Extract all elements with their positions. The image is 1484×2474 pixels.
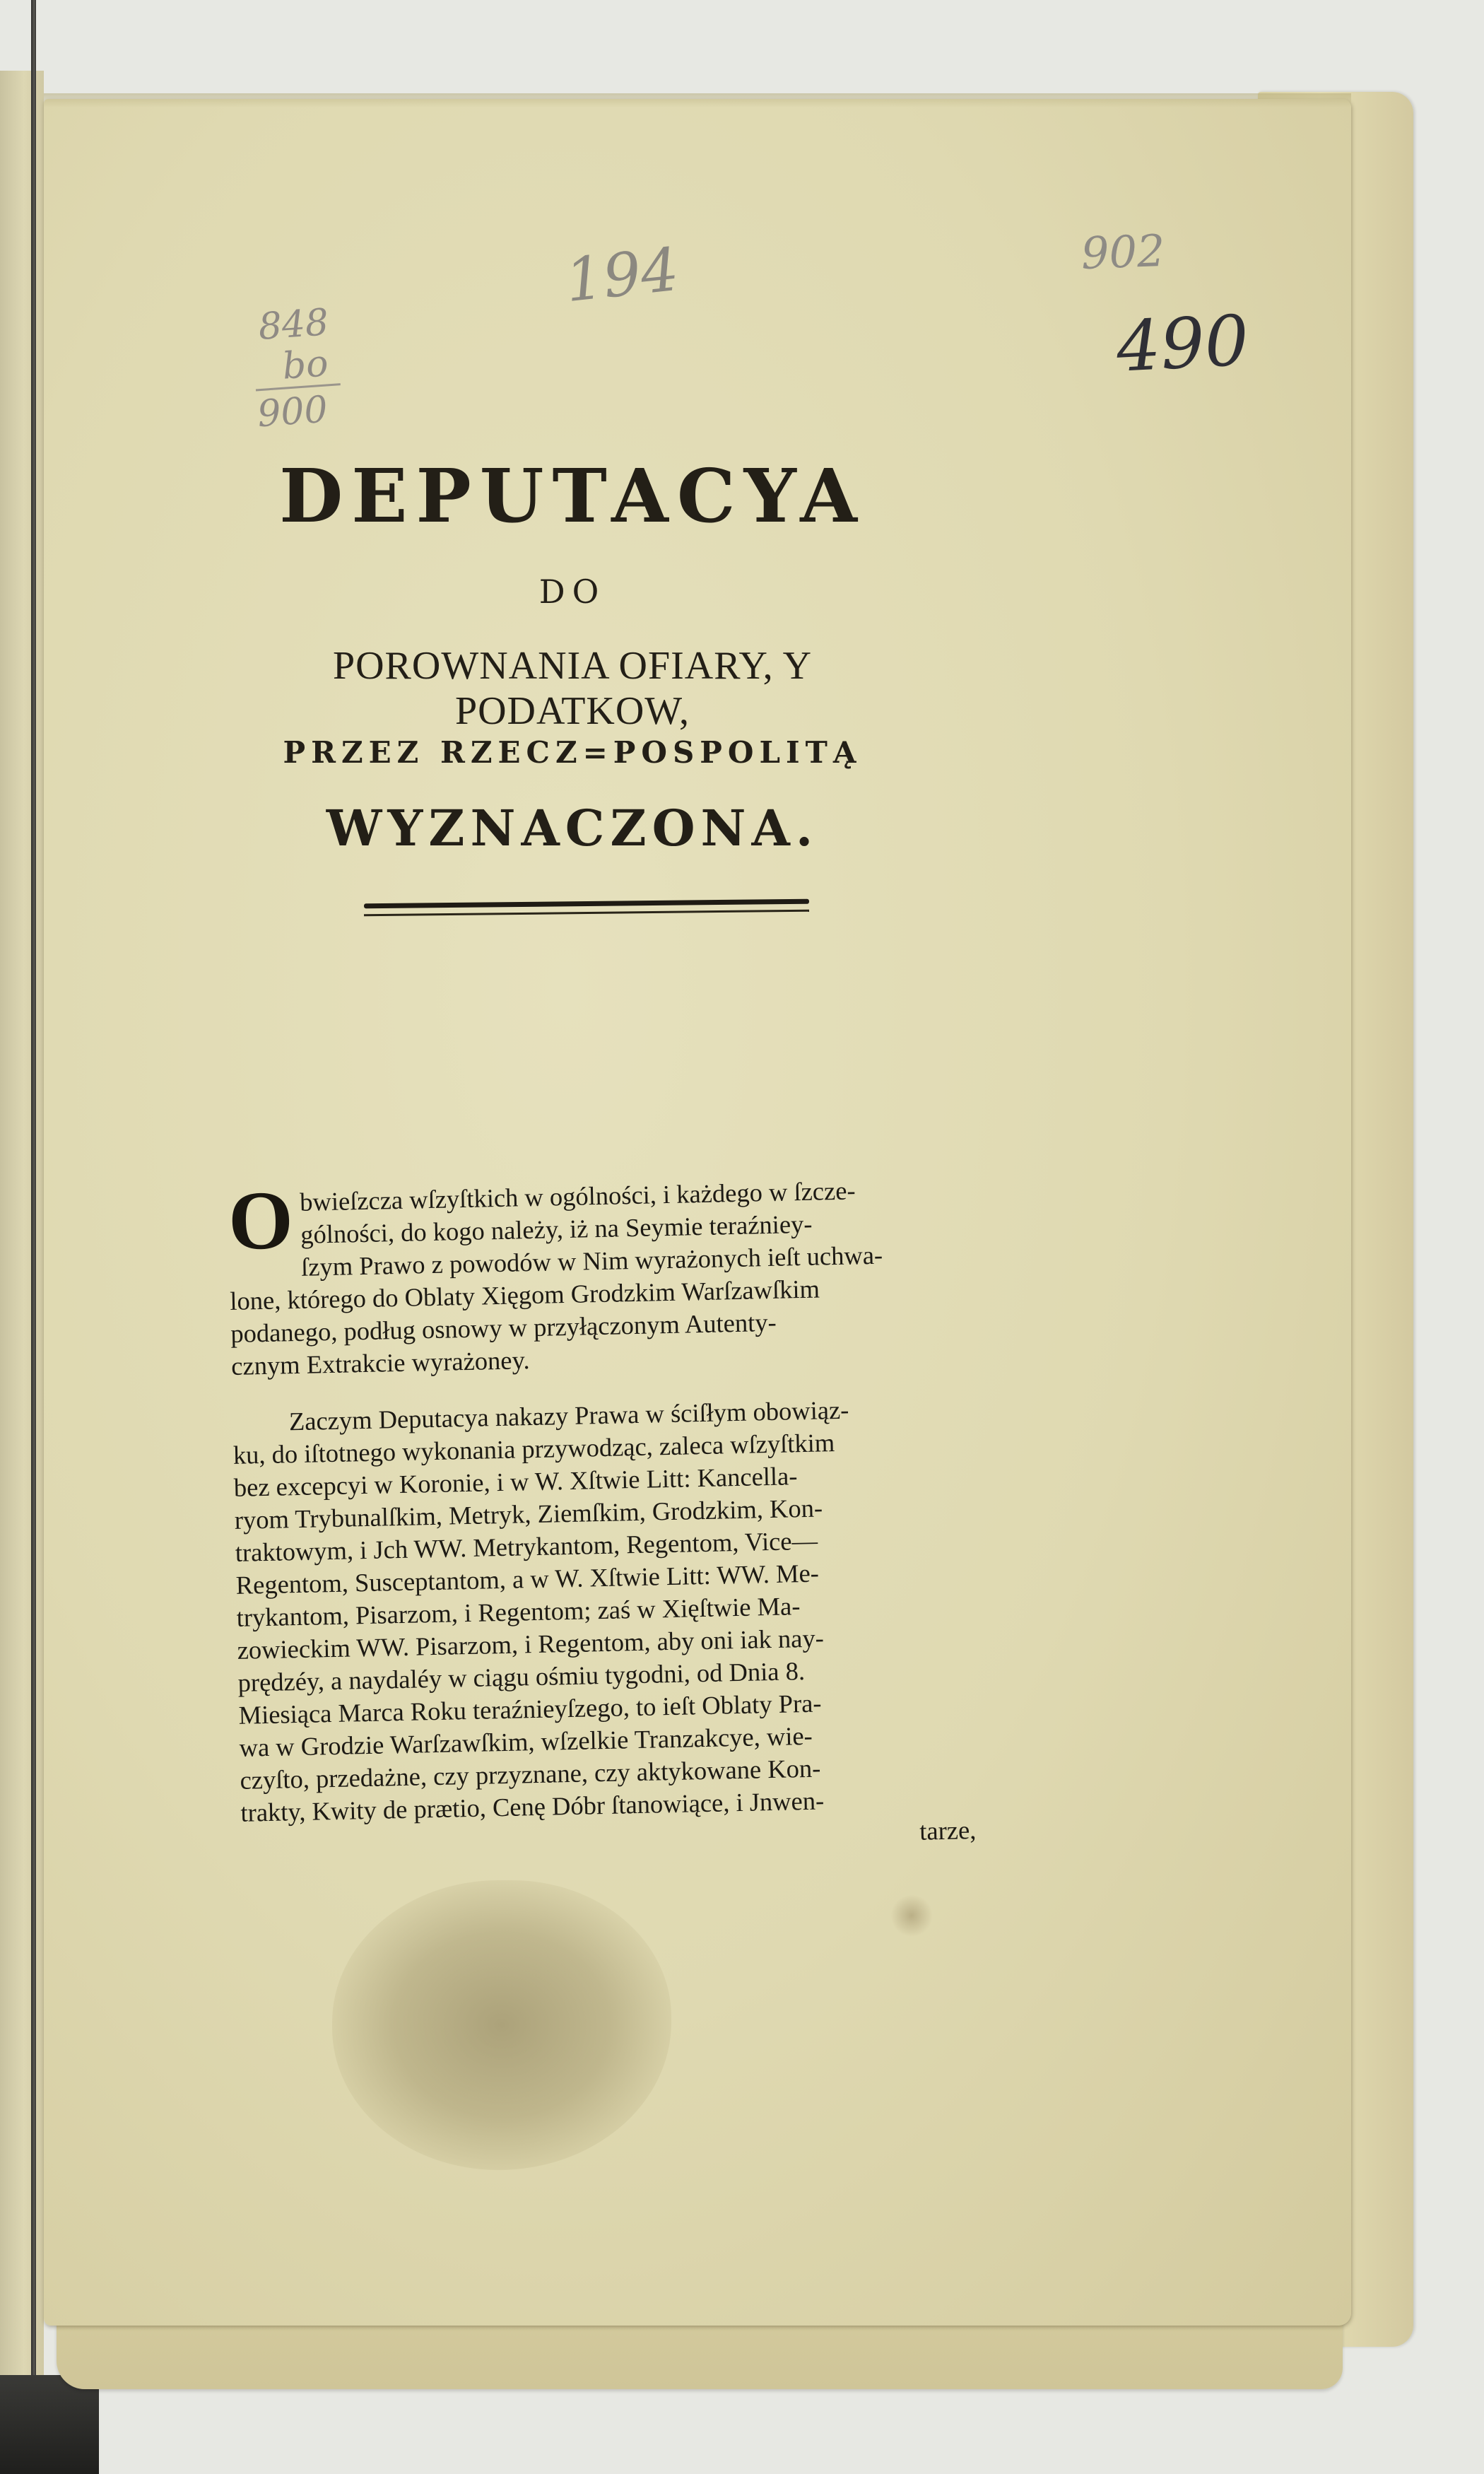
handwritten-number-194: 194 [562, 234, 683, 316]
title-line-2: PRZEZ RZECZ=POSPOLITĄ [283, 735, 862, 770]
handwritten-left-note [257, 301, 343, 434]
body-text [228, 1172, 991, 1862]
text-line: ryom Trybunalſkim, Metryk, Ziemſkim, Grodzkim, Kon- [234, 1493, 823, 1535]
book-spine [31, 0, 36, 2474]
text-line: podanego, podług osnowy w przyłączonym Autenty- [230, 1307, 777, 1348]
text-line: wa w Grodzie Warſzawſkim, wſzelkie Tranzakcye, wie- [239, 1720, 813, 1762]
text-line: bwieſzcza wſzyſtkich w ogólności, i każdego w ſzcze- [299, 1176, 856, 1217]
text-line: trykantom, Pisarzom, i Regentom; zaś w Xięſtwie Ma- [236, 1591, 801, 1632]
text-line: ſzym Prawo z powodów w Nim wyrażonych ieſt uchwa- [300, 1240, 883, 1282]
handwritten-folio-number: 490 [1114, 300, 1251, 388]
text-line: czyſto, przedażne, czy przyznane, czy aktykowane Kon- [240, 1753, 821, 1795]
paragraph-1 [228, 1172, 981, 1383]
drop-cap: O [227, 1173, 295, 1267]
text-line: zowieckim WW. Pisarzom, i Regentom, aby oni iak nay- [237, 1623, 825, 1665]
text-line: trakty, Kwity de prætio, Cenę Dóbr ſtanowiące, i Jnwen- [240, 1786, 825, 1827]
title-line-1: POROWNANIA OFIARY, Y PODATKOW, [332, 644, 813, 733]
text-line: cznym Extrakcie wyrażoney. [230, 1345, 530, 1380]
text-line: lone, którego do Oblaty Xięgom Grodzkim Warſzawſkim [229, 1274, 820, 1315]
catchword: tarze, [919, 1815, 977, 1846]
title-do: DO [538, 573, 606, 611]
left-note-line: 848 [257, 301, 330, 348]
left-note-line: 900 [256, 383, 343, 435]
title-line-3: WYZNACZONA. [326, 799, 819, 857]
text-line: bez excepcyi w Koronie, i w W. Xſtwie Litt: Kancella- [233, 1461, 798, 1502]
paper-stain [332, 1880, 671, 2170]
text-line: traktowym, i Jch WW. Metrykantom, Regentom, Vice— [235, 1525, 818, 1567]
document-title: DEPUTACYA [279, 452, 866, 539]
left-note-line: bo [281, 342, 330, 388]
previous-page-edge [0, 71, 44, 2474]
text-line: Miesiąca Marca Roku teraźnieyſzego, to ieſt Oblaty Pra- [238, 1688, 822, 1730]
text-line: gólności, do kogo należy, iż na Seymie teraźniey- [300, 1209, 813, 1249]
book-spine-base [0, 2375, 99, 2474]
paragraph-2 [232, 1391, 990, 1862]
paper-spot [890, 1894, 933, 1937]
text-line: ku, do iſtotnego wykonania przywodząc, zaleca wſzyſtkim [232, 1428, 835, 1470]
text-line: Regentom, Susceptantom, a w W. Xſtwie Litt: WW. Me- [235, 1558, 820, 1600]
sheet-top-edge [44, 93, 1351, 107]
text-line: Zaczym Deputacya nakazy Prawa w ściſłym obowiąz- [288, 1395, 849, 1436]
handwritten-number-902: 902 [1080, 224, 1166, 280]
text-line: prędzéy, a naydaléy w ciągu ośmiu tygodni, od Dnia 8. [237, 1656, 806, 1697]
